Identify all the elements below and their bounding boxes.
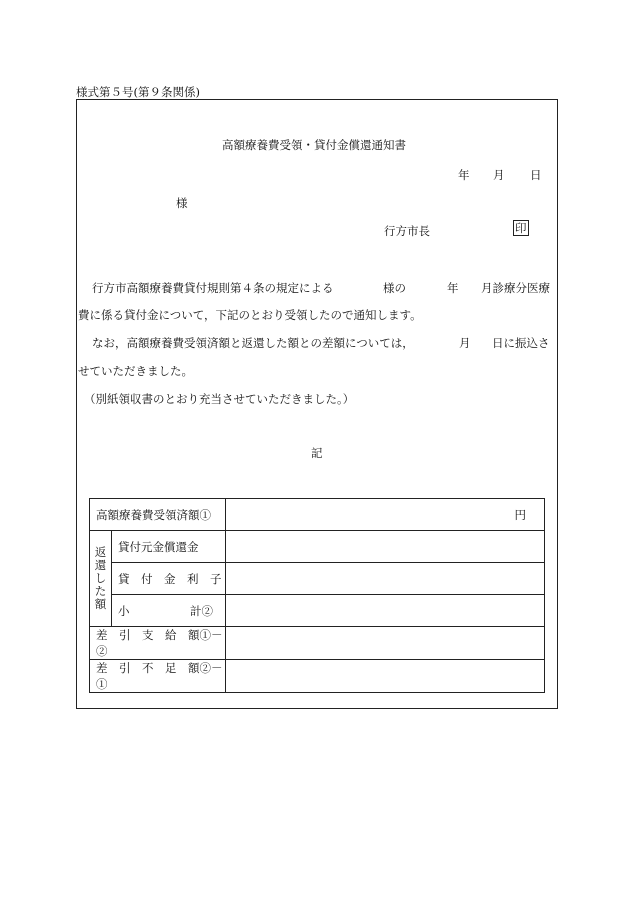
form-number: 様式第５号(第９条関係) xyxy=(76,85,200,99)
paragraph1-line1-sama: 様の xyxy=(383,281,406,295)
principal-repayment-value xyxy=(226,531,545,563)
table-row xyxy=(90,531,545,563)
paragraph2-line1-text: なお，高額療養費受領済額と返還した額との差額については， xyxy=(92,336,414,350)
loan-interest-label: 貸 付 金 利 子 xyxy=(112,563,226,595)
vertical-char: し xyxy=(94,571,107,585)
subtotal-label xyxy=(112,595,226,627)
loan-interest-value xyxy=(226,563,545,595)
subtotal-value xyxy=(226,595,545,627)
table-row xyxy=(90,660,545,693)
table-row xyxy=(90,499,545,531)
paragraph1-line1-year: 年 xyxy=(447,281,459,295)
paragraph1-line2: 費に係る貸付金について，下記のとおり受領したので通知します。 xyxy=(78,308,422,322)
vertical-char: 返 xyxy=(94,545,107,559)
net-payment-label: 差 引 支 給 額①－② xyxy=(90,627,226,660)
seal-mark: 印 xyxy=(515,221,527,235)
date-year-label: 年 xyxy=(458,168,470,182)
ki-heading: 記 xyxy=(311,446,323,460)
principal-repayment-label: 貸付元金償還金 xyxy=(112,531,226,563)
vertical-char: 還 xyxy=(94,558,107,572)
paragraph1-line1-month: 月診療分医療 xyxy=(481,281,550,295)
net-payment-value xyxy=(226,627,545,660)
paragraph2-line1-day: 日に振込さ xyxy=(492,336,550,350)
net-shortfall-value xyxy=(226,660,545,693)
paragraph1-line1-text: 行方市高額療養費貸付規則第４条の規定による xyxy=(92,281,334,295)
date-month-label: 月 xyxy=(493,168,505,182)
returned-amount-group-label xyxy=(90,531,112,627)
received-amount-value xyxy=(226,499,545,531)
document-title: 高額療養費受領・貸付金償還通知書 xyxy=(222,138,406,152)
paragraph2-line1-month: 月 xyxy=(459,336,471,350)
table-row xyxy=(90,627,545,660)
vertical-char: た xyxy=(94,584,107,598)
paragraph3: （別紙領収書のとおり充当させていただきました。） xyxy=(84,392,355,406)
vertical-char: 額 xyxy=(94,597,107,611)
received-amount-label: 高額療養費受領済額① xyxy=(90,499,226,531)
issuer-name: 行方市長 xyxy=(384,224,430,238)
date-day-label: 日 xyxy=(530,168,542,182)
paragraph2-line2: せていただきました。 xyxy=(78,364,193,378)
net-shortfall-label: 差 引 不 足 額②－① xyxy=(90,660,226,693)
amount-table xyxy=(89,498,545,693)
subtotal-label-left: 小 xyxy=(118,603,130,618)
subtotal-label-right: 計② xyxy=(190,603,213,618)
currency-label: 円 xyxy=(514,507,526,522)
recipient-suffix: 様 xyxy=(176,196,188,210)
table-row xyxy=(90,563,545,595)
table-row xyxy=(90,595,545,627)
